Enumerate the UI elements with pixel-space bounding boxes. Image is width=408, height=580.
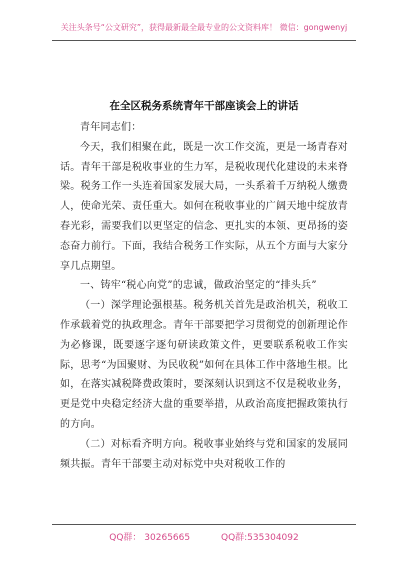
section-heading-1: 一、铸牢“税心向党”的忠诚，做政治坚定的“排头兵” (80, 280, 317, 292)
salutation: 青年同志们： (80, 122, 142, 133)
footer-qq-group-1: QQ群： 30265665 (109, 533, 191, 543)
document-title: 在全区税务系统青年干部座谈会上的讲话 (109, 100, 299, 112)
header-note: 关注头条号“公文研究”，获得最新最全最专业的公文资料库！ 微信：gongwenyj (60, 23, 348, 32)
paragraph-subsection-1: （一）深学理论强根基。税务机关首先是政治机关，税收工作承载着党的执政理念。青年干部要把学习贯彻党的创新理论作为必修课，既要逐字逐句研读政策文件，更要联系税收工作实际，思考“为国聚财、为民收税”如何在具体工作中落地生根。比如，在落实减税降费政策时，要深刻认识到这不仅是税收业务，更是党中央稳定经济大盘的重要举措，从政治高度把握政策执行的方向。 (60, 300, 348, 430)
document-body (60, 118, 348, 474)
footer-qq-group-2: QQ群:535304092 (220, 533, 299, 543)
footer-divider (52, 524, 356, 525)
footer (0, 530, 408, 543)
paragraph-intro: 今天，我们相聚在此，既是一次工作交流，更是一场青春对话。青年干部是税收事业的生力军，是税收现代化建设的未来脊梁。税务工作一头连着国家发展大局，一头系着千万纳税人缴费人，使命光荣、责任重大。如何在税收事业的广阔天地中绽放青春光彩，需要我们以更坚定的信念、更扎实的本领、更昂扬的姿态奋力前行。下面，我结合税务工作实际，从五个方面与大家分享几点期望。 (60, 141, 348, 272)
header-divider (52, 40, 356, 41)
paragraph-subsection-2: （二）对标看齐明方向。税收事业始终与党和国家的发展同频共振。青年干部要主动对标党中央对税收工作的 (60, 438, 348, 470)
